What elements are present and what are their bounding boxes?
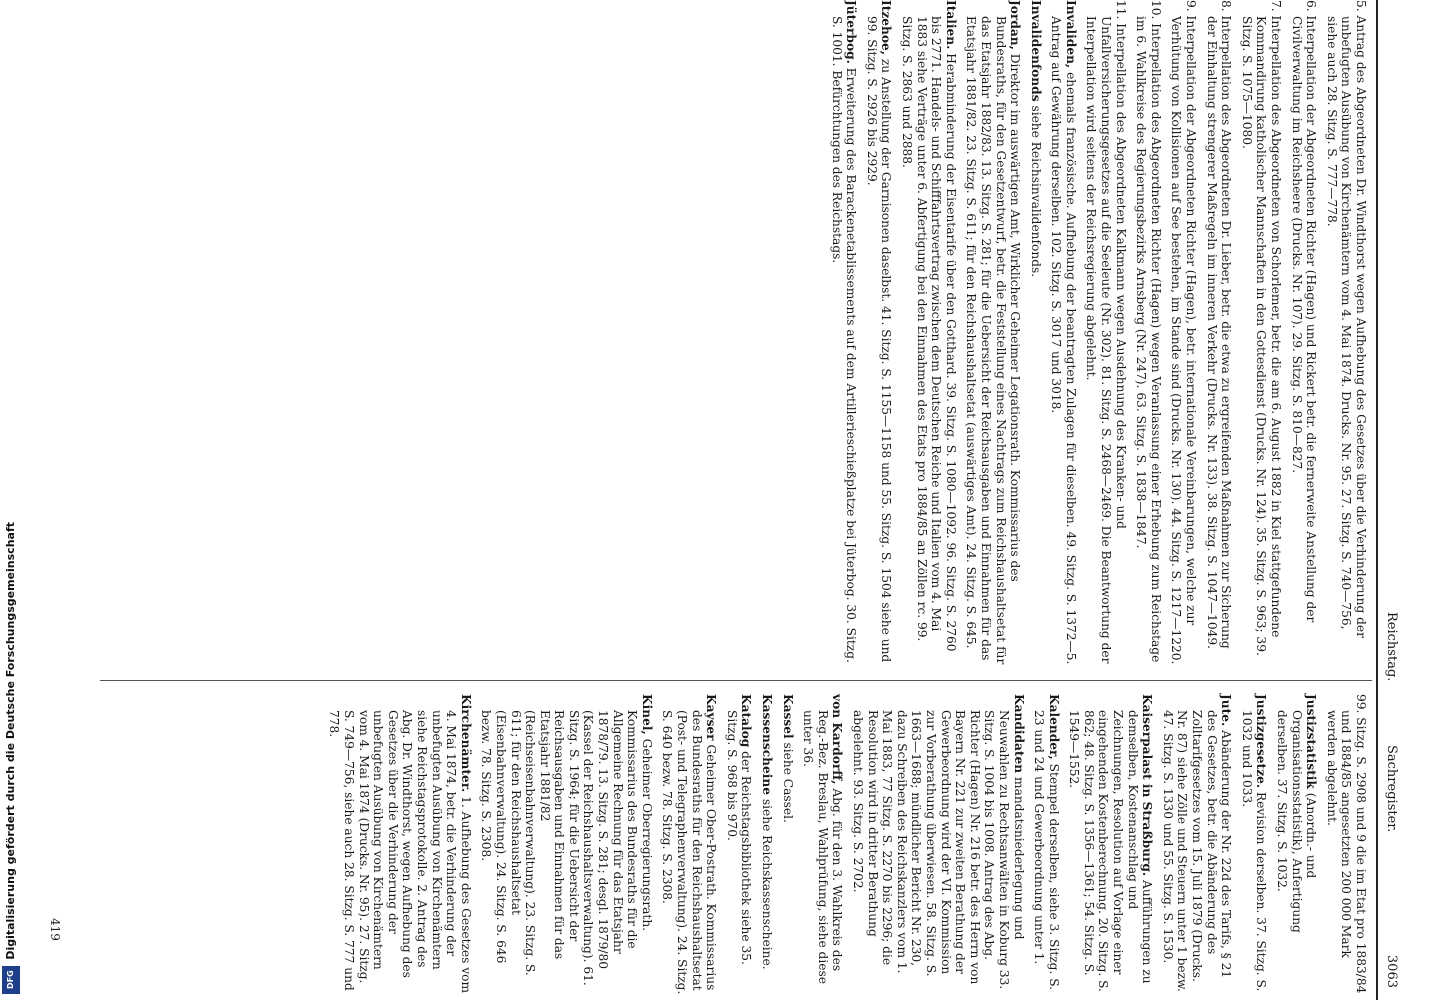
- index-entry: [1067, 694, 1155, 996]
- index-entry: [1169, 0, 1198, 665]
- entry-text: siehe Reichsinvalidenfonds.: [1028, 105, 1043, 278]
- column-divider: [100, 680, 1372, 681]
- entry-text: Abg. für den 3. Wahlkreis des Reg.-Bez. Breslau, Wahlprüfung, siehe diese unter 36.: [801, 710, 845, 984]
- index-entry: [1289, 0, 1318, 665]
- index-entry: [759, 694, 774, 996]
- header-rule: [1376, 0, 1378, 1000]
- entry-text: siehe Reichskassenscheine.: [760, 798, 775, 970]
- entry-headword: Katalog: [739, 694, 754, 748]
- entry-headword: von Kardorff,: [830, 694, 845, 785]
- entry-text: siehe Cassel.: [780, 742, 795, 823]
- header-page-number: 3063: [1384, 954, 1399, 988]
- index-entry: [1049, 0, 1078, 665]
- header-center: Sachregister.: [1384, 745, 1399, 833]
- header-left: Reichstag.: [1384, 612, 1399, 682]
- entry-text: 7. Interpellation des Abgeordneten von Schorlemer, betr. die am 6. August 1882 in Kiel stattgefundene Kommandirung katholischer Mannschaften in den Gottesdienst (Drucks. Nr. 124). 35. Sitzg. S. 963; 39. Sitzg. S. 1075—1080.: [1239, 0, 1284, 656]
- entry-headword: Justizstatistik: [1304, 694, 1319, 789]
- index-entry: [1239, 0, 1283, 665]
- entry-text: 5. Antrag des Abgeordneten Dr. Windthorst wegen Aufhebung des Gesetzes über die Verhinderung der unbefugten Ausübung von Kirchenämtern vom 4. Mai 1874. Drucks. Nr. 95. 27. Sitzg. S. 740—756, siehe auch 28. Sitzg. S. 777—778.: [1324, 0, 1368, 638]
- entry-headword: Kaiserpalast in Straßburg.: [1140, 694, 1155, 877]
- left-column: [823, 0, 1368, 665]
- index-entry: [801, 694, 845, 996]
- index-entry: [660, 694, 718, 996]
- entry-text: zu Anstellung der Garnisonen daselbst. 41. Sitzg. S. 1155—1158 und 55. Sitzg. S. 1504 siehe und 99. Sitzg. S. 2926 bis 2929.: [864, 16, 894, 663]
- entry-headword: Jordan,: [1008, 0, 1023, 50]
- entry-text: mandatsniederlegung und Neuwahlen zu Rechtsanwälten in Koburg 33. Sitzg. S. 1004 bis 1008. Antrag des Abg. Richter (Hagen) Nr. 216 betr. des Herrn von Bayern Nr. 221 zur zweiten Berathung der Gewerbeordnung wird der VI. Kommission zur Vorberathung überwiesen. 58. Sitzg. S. 1663—1688; mündlicher Bericht Nr. 230, dazu Schreiben des Reichskanzlers vom 1. Mai 1883, 77 Sitzg. S. 2270 bis 2296; die Resolution wird in dritter Berathung abgelehnt. 93. Sitzg. S. 2702.: [851, 710, 1026, 990]
- index-entry: [850, 694, 1025, 996]
- index-entry: [1032, 694, 1061, 996]
- entry-text: Geheimer Oberregierungsrath. Kommissarius des Bundesraths für die Allgemeine Rechnung für das Etatsjahr 1878/79. 13. Sitzg. S. 281; desgl. 1879/80 (Kassel der Reichshaushaltsverwaltung). 61. Sitzg. S. 1964; für die Uebersicht der Reichsausgaben und Einnahmen für das Etatsjahr 1881/82 (Reichseisenbahnverwaltung). 23. Sitzg. S. 611; für den Reichshaushaltsetat (Eisenbahnverwaltung). 24. Sitzg. S. 646 bezw. 78. Sitzg. S. 2308.: [479, 710, 654, 986]
- entry-text: Erweiterung des Barackenetablissements auf dem Artillerieschießplatze bei Jüterbog. 30. Sitzg. S. 1001. Befürchtungen des Reichstags.: [829, 16, 859, 663]
- entry-headword: Justizgesetze.: [1254, 694, 1269, 789]
- index-entry: [1204, 0, 1233, 665]
- entry-headword: Kalender,: [1046, 694, 1061, 760]
- entry-text: Herabminderung der Eisentarife über den Gotthard. 39. Sitzg. S. 1080—1092. 96. Sitzg. S. 2760 bis 2771. Handels- und Schifffahrtsvertrag zwischen dem Deutschen Reiche und Italien vom 4. Mai 1883 siehe Verträge unter 6. Abfertigung bei den Einnahmen des Etats pro 1884/85 an Zöllen rc. 99. Sitzg. S. 2863 und 2888.: [899, 16, 958, 652]
- index-entry: [780, 694, 795, 996]
- entry-headword: Kirchenämter.: [458, 694, 473, 793]
- index-entry: [1134, 0, 1163, 665]
- entry-text: 6. Interpellation der Abgeordneten Richter (Hagen) und Rickert betr. die fernerweite Anstellung der Civilverwaltung im Reichsheere (Drucks. Nr. 107). 29. Sitzg. S. 810—827.: [1289, 0, 1319, 623]
- index-entry: [1324, 0, 1368, 665]
- entry-headword: Jute.: [1219, 694, 1234, 727]
- entry-headword: Invalidenfonds: [1028, 0, 1043, 102]
- entry-text: (Anordn.- und Organisationsstatistik), Anfertigung derselben. 37. Sitzg. S. 1032.: [1275, 710, 1319, 933]
- entry-text: Abänderung der Nr. 22d des Tarifs, § 21 des Gesetzes, betr. die Abänderung des Zolltarifgesetzes vom 15. Juli 1879 (Drucks. Nr. 87) siehe Zölle und Steuern unter 1 bezw. 47. Sitzg. S. 1330 und 55. Sitzg. S. 1530.: [1160, 710, 1234, 992]
- index-entry: [1324, 694, 1368, 996]
- entry-headword: Kinel,: [639, 694, 654, 735]
- index-entry: [1239, 694, 1268, 996]
- entry-text: Aufführungen zu demselben, Kostenanschlag und Zeichnungen, Resolution auf Vorlage einer eingehenden Kostenberechnung. 20. Sitzg. S. 862; 48. Sitzg. S. 1356—1361; 54. Sitzg. S. 1549—1552.: [1067, 710, 1155, 992]
- entry-headword: Jüterbog.: [844, 0, 859, 64]
- index-entry: [1160, 694, 1233, 996]
- page-number: 419: [48, 918, 62, 941]
- index-entry: [724, 694, 753, 996]
- entry-headword: Kayser: [704, 694, 719, 741]
- index-entry: [864, 0, 893, 665]
- entry-text: 9. Interpellation der Abgeordneten Richter (Hagen), betr. internationale Vereinbarungen, welche zur Verhütung von Kollisionen auf See bestehen, im Stande sind (Drucks. Nr. 130). 44. Sitzg. S. 1217—1220.: [1169, 0, 1199, 665]
- entry-text: 10. Interpellation des Abgeordneten Richter (Hagen) wegen Veranlassung einer Erhebung zum Reichstage im 6. Wahlkreise des Regierungsbezirks Arnsberg (Nr. 247). 63. Sitzg. S. 1838—1847.: [1134, 0, 1163, 663]
- entry-text: 99. Sitzg. S. 2908 und 9 die im Etat pro 1883/84 und 1884/85 angesetzten 200 000 Mark werden abgelehnt.: [1324, 694, 1368, 994]
- index-entry: [1028, 0, 1043, 665]
- digitization-footer: [0, 0, 22, 1000]
- entry-text: 1. Aufhebung des Gesetzes vom 4. Mai 1874, betr. die Verhinderung der unbefugten Ausübung von Kirchenämtern siehe Reichstagsprotokolle. 2. Antrag des Abg. Dr. Windthorst, wegen Aufhebung des Gesetzes über die Verhinderung der unbefugten Ausübung von Kirchenämtern vom 4. Mai 1874 (Drucks. Nr. 95). 27. Sitzg. S. 749—756, siehe auch 28. Sitzg. S. 777 und 778.: [327, 710, 473, 994]
- entry-text: Revision derselben. 37. Sitzg. S. 1032 und 1033.: [1239, 710, 1269, 992]
- entry-headword: Itzehoe,: [879, 0, 894, 55]
- index-entry: [479, 694, 654, 996]
- index-entry: [327, 694, 473, 996]
- dfg-logo-icon: DFG: [2, 966, 20, 994]
- entry-text: Geheimer Ober-Postrath. Kommissarius des Bundesraths für den Reichshaushaltsetat (Post- und Telegraphenverwaltung). 24. Sitzg. S. 640 bezw. 78. Sitzg. S. 2308.: [660, 710, 719, 995]
- entry-text: 8. Interpellation des Abgeordneten Dr. Lieber, betr. die etwa zu ergreifenden Maßnahmen zur Sicherung der Einhaltung strengerer Maßregeln im inneren Verkehr (Drucks. Nr. 133). 38. Sitzg. S. 1047—1049.: [1204, 0, 1234, 649]
- entry-headword: Kassenscheine: [760, 694, 775, 795]
- entry-text: der Reichstagsbibliothek siehe 35. Sitzg. S. 968 bis 970.: [724, 710, 754, 965]
- entry-text: 11. Interpellation des Abgeordneten Kalkmann wegen Ausdehnung des Kranken- und Unfallversicherungsgesetzes auf die Seeleute (Nr. 302). 81. Sitzg. S. 2468—2469. Die Beantwortung der Interpellation wird seitens der Reichsregierung abgelehnt.: [1084, 0, 1128, 664]
- index-entry: [964, 0, 1022, 665]
- index-entry: [1274, 694, 1318, 996]
- entry-headword: Kandidaten: [1011, 694, 1026, 774]
- index-entry: [829, 0, 858, 665]
- entry-text: Direktor im auswärtigen Amt, Wirklicher Geheimer Legationsrath. Kommissarius des Bundesraths, für den Gesetzentwurf, betr. die Feststellung eines Nachtrags zum Reichshaushaltsetat für das Etatsjahr 1882/83. 13. Sitzg. S. 281; für die Uebersicht der Reichsausgaben und Einnahmen für das Etatsjahr 1881/82. 23. Sitzg. S. 611; für den Reichshaushaltsetat (auswärtiges Amt). 24. Sitzg. S. 645.: [964, 16, 1023, 665]
- entry-headword: Italien.: [943, 0, 958, 50]
- funding-notice: Digitalisierung gefördert durch die Deutsche Forschungsgemeinschaft: [4, 522, 17, 960]
- index-entry: [1084, 0, 1128, 665]
- right-column: [321, 694, 1368, 996]
- entry-text: Stempel derselben, siehe 3. Sitzg. S. 23 und 24 und Gewerbeordnung unter 1.: [1032, 710, 1061, 990]
- entry-headword: Invaliden,: [1063, 0, 1078, 69]
- entry-headword: Kassel: [780, 694, 795, 739]
- index-entry: [899, 0, 957, 665]
- page-header: [1380, 0, 1412, 1000]
- entry-text: ehemals französische. Aufhebung der beantragten Zulagen für dieselben. 49. Sitzg. S. 1372—5. Antrag auf Gewährung derselben. 102. Sitzg. S. 3017 und 3018.: [1049, 16, 1078, 665]
